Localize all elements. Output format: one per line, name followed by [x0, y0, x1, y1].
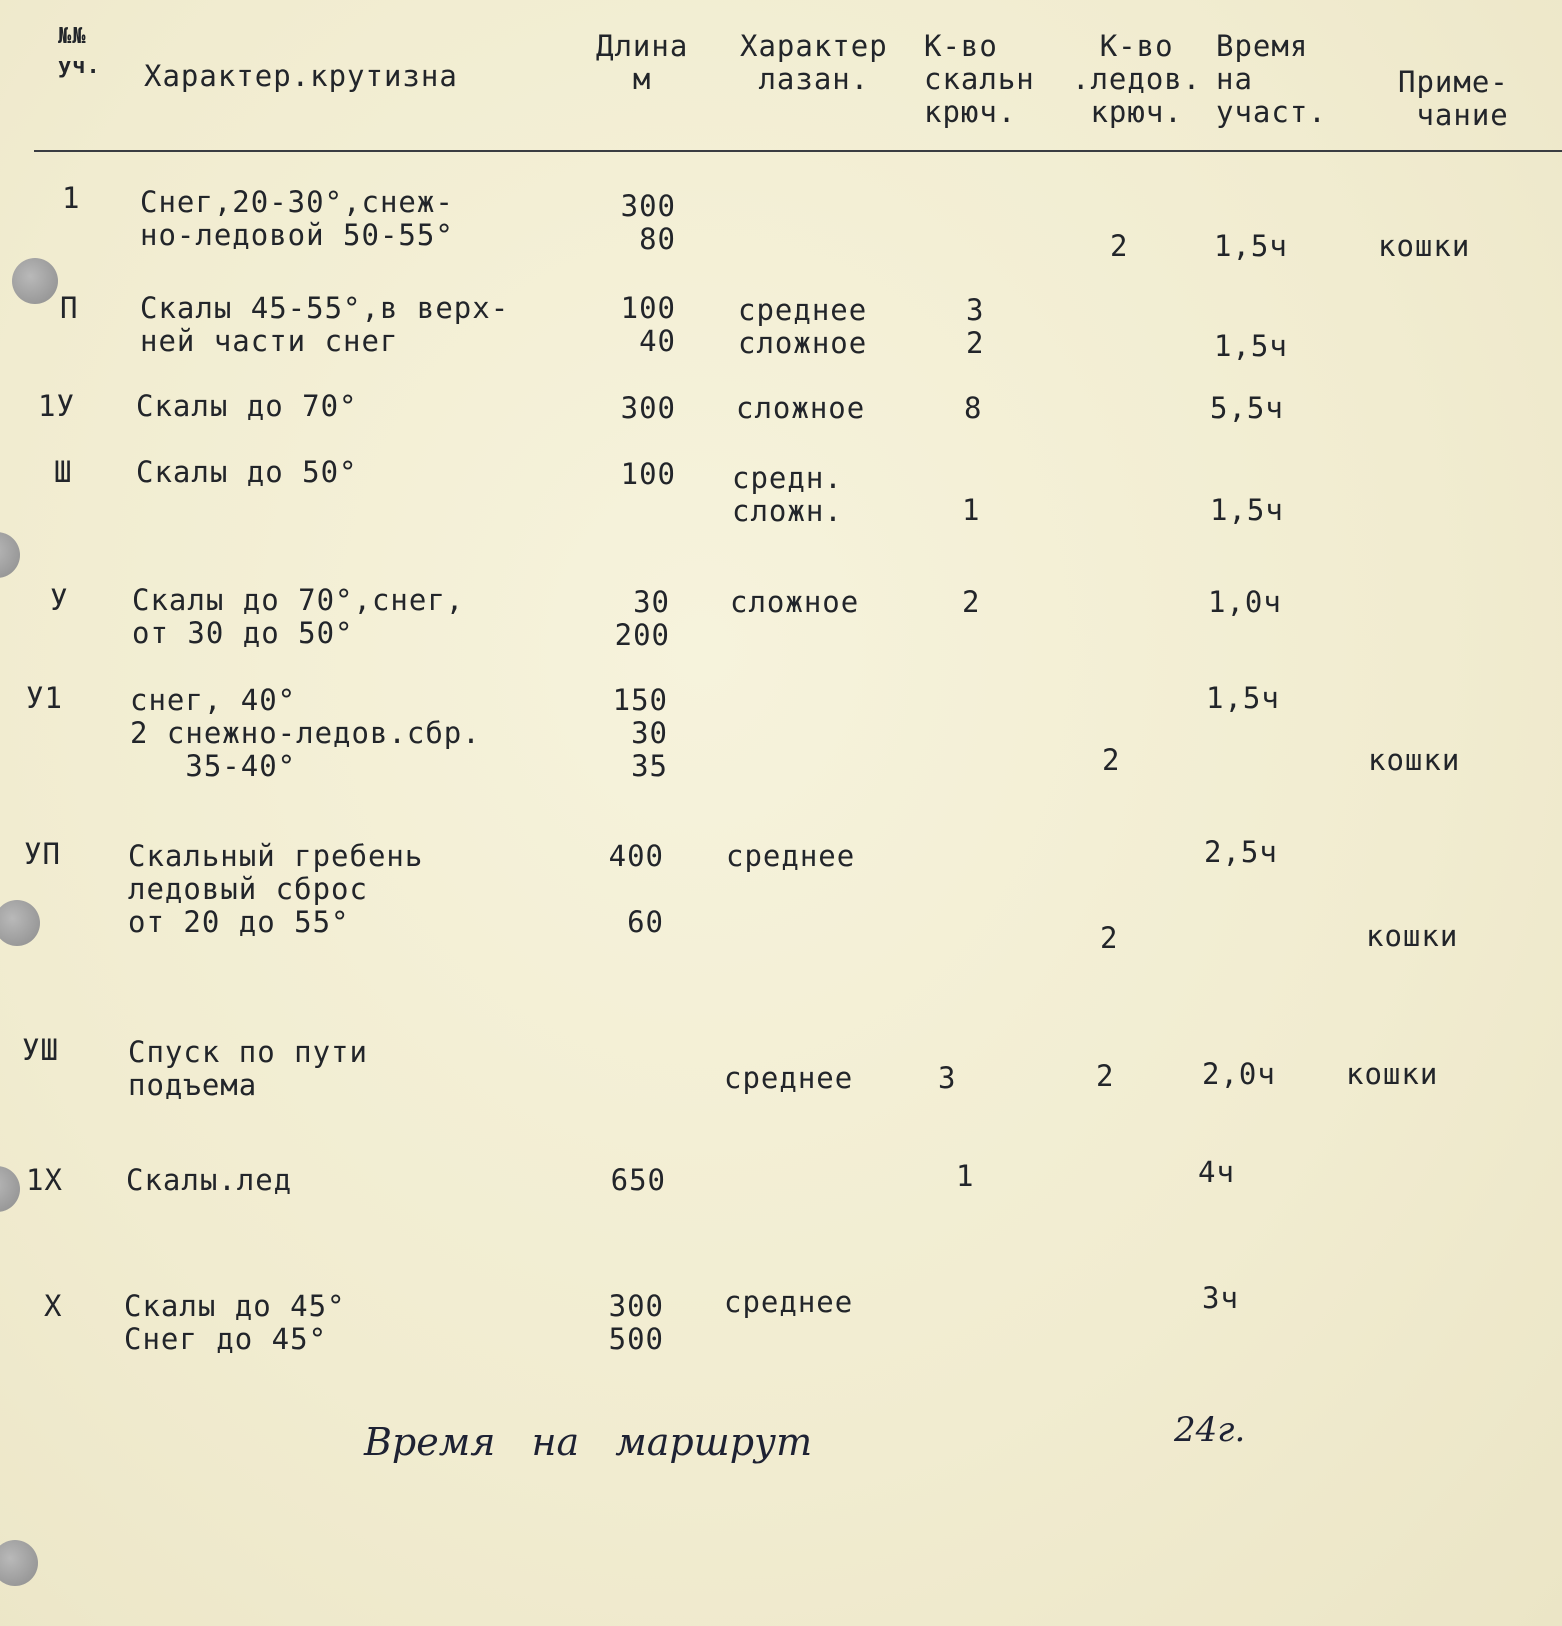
row-character: Скалы до 45° Снег до 45° [124, 1289, 346, 1356]
row-rock-hooks: 1 [962, 493, 981, 527]
row-time: 1,0ч [1208, 585, 1282, 619]
header-length: Длина м [596, 29, 689, 96]
row-note: кошки [1366, 919, 1459, 953]
punch-hole [0, 1540, 38, 1586]
row-character: Спуск по пути подъема [128, 1035, 368, 1102]
row-length: 300 [620, 391, 676, 425]
row-ice-hooks: 2 [1096, 1059, 1115, 1093]
row-number: 1Х [26, 1163, 63, 1197]
row-character: Скалы до 70°,снег, от 30 до 50° [132, 583, 465, 650]
row-character: Снег,20-30°,снеж- но-ледовой 50-55° [140, 185, 454, 252]
header-climb: Характер лазан. [740, 29, 888, 96]
row-time: 3ч [1202, 1281, 1239, 1315]
row-length: 30 200 [614, 585, 670, 652]
row-number: П [60, 291, 79, 325]
header-note: Приме- чание [1398, 65, 1509, 132]
row-number: Ш [54, 455, 73, 489]
row-note: кошки [1346, 1057, 1439, 1091]
row-character: снег, 40° 2 снежно-ледов.сбр. 35-40° [130, 683, 481, 783]
row-note: кошки [1378, 229, 1471, 263]
row-climb: среднее [724, 1285, 854, 1319]
row-character: Скальный гребень ледовый сброс от 20 до 55° [128, 839, 424, 939]
total-time-label: Время на маршрут [364, 1420, 813, 1464]
header-rock-hooks: К-во скальн крюч. [924, 29, 1035, 129]
row-length: 150 30 35 [612, 683, 668, 783]
row-character: Скалы.лед [126, 1163, 293, 1197]
row-time: 2,5ч [1204, 835, 1278, 869]
row-climb: сложное [730, 585, 860, 619]
row-number: Х [44, 1289, 63, 1323]
header-ice-hooks: К-во .ледов. крюч. [1072, 29, 1202, 129]
row-rock-hooks: 2 [962, 585, 981, 619]
row-length: 300 80 [620, 189, 676, 256]
punch-hole [0, 900, 40, 946]
row-rock-hooks: 3 [938, 1061, 957, 1095]
row-ice-hooks: 2 [1102, 743, 1121, 777]
row-rock-hooks: 8 [964, 391, 983, 425]
row-climb: среднее [724, 1061, 854, 1095]
row-length: 100 40 [620, 291, 676, 358]
row-number: 1 [62, 181, 81, 215]
row-number: У1 [26, 681, 63, 715]
header-character: Характер.крутизна [144, 59, 458, 93]
total-time-value: 24г. [1174, 1410, 1246, 1450]
punch-hole [0, 1166, 20, 1212]
row-length: 650 [610, 1163, 666, 1197]
row-climb: средн. сложн. [732, 461, 843, 528]
row-length: 400 60 [608, 839, 664, 939]
row-time: 1,5ч [1210, 493, 1284, 527]
row-number: 1У [38, 389, 75, 423]
row-time: 4ч [1198, 1155, 1235, 1189]
row-number: У [50, 583, 69, 617]
row-time: 1,5ч [1214, 229, 1288, 263]
row-climb: сложное [736, 391, 866, 425]
header-time: Время на участ. [1216, 29, 1327, 129]
row-climb: среднее [726, 839, 856, 873]
row-character: Скалы до 50° [136, 455, 358, 489]
row-character: Скалы до 70° [136, 389, 358, 423]
row-climb: среднее сложное [738, 293, 868, 360]
row-note: кошки [1368, 743, 1461, 777]
row-rock-hooks: 3 2 [966, 293, 985, 360]
header-number: №№ уч. [58, 24, 101, 79]
row-time: 5,5ч [1210, 391, 1284, 425]
row-number: УП [24, 837, 61, 871]
row-ice-hooks: 2 [1110, 229, 1129, 263]
row-length: 100 [620, 457, 676, 491]
punch-hole [12, 258, 58, 304]
punch-hole [0, 532, 20, 578]
header-divider [34, 150, 1562, 152]
row-time: 2,0ч [1202, 1057, 1276, 1091]
row-length: 300 500 [608, 1289, 664, 1356]
row-time: 1,5ч [1206, 681, 1280, 715]
row-rock-hooks: 1 [956, 1159, 975, 1193]
row-character: Скалы 45-55°,в верх- ней части снег [140, 291, 510, 358]
row-ice-hooks: 2 [1100, 921, 1119, 955]
row-time: 1,5ч [1214, 329, 1288, 363]
row-number: УШ [22, 1033, 59, 1067]
